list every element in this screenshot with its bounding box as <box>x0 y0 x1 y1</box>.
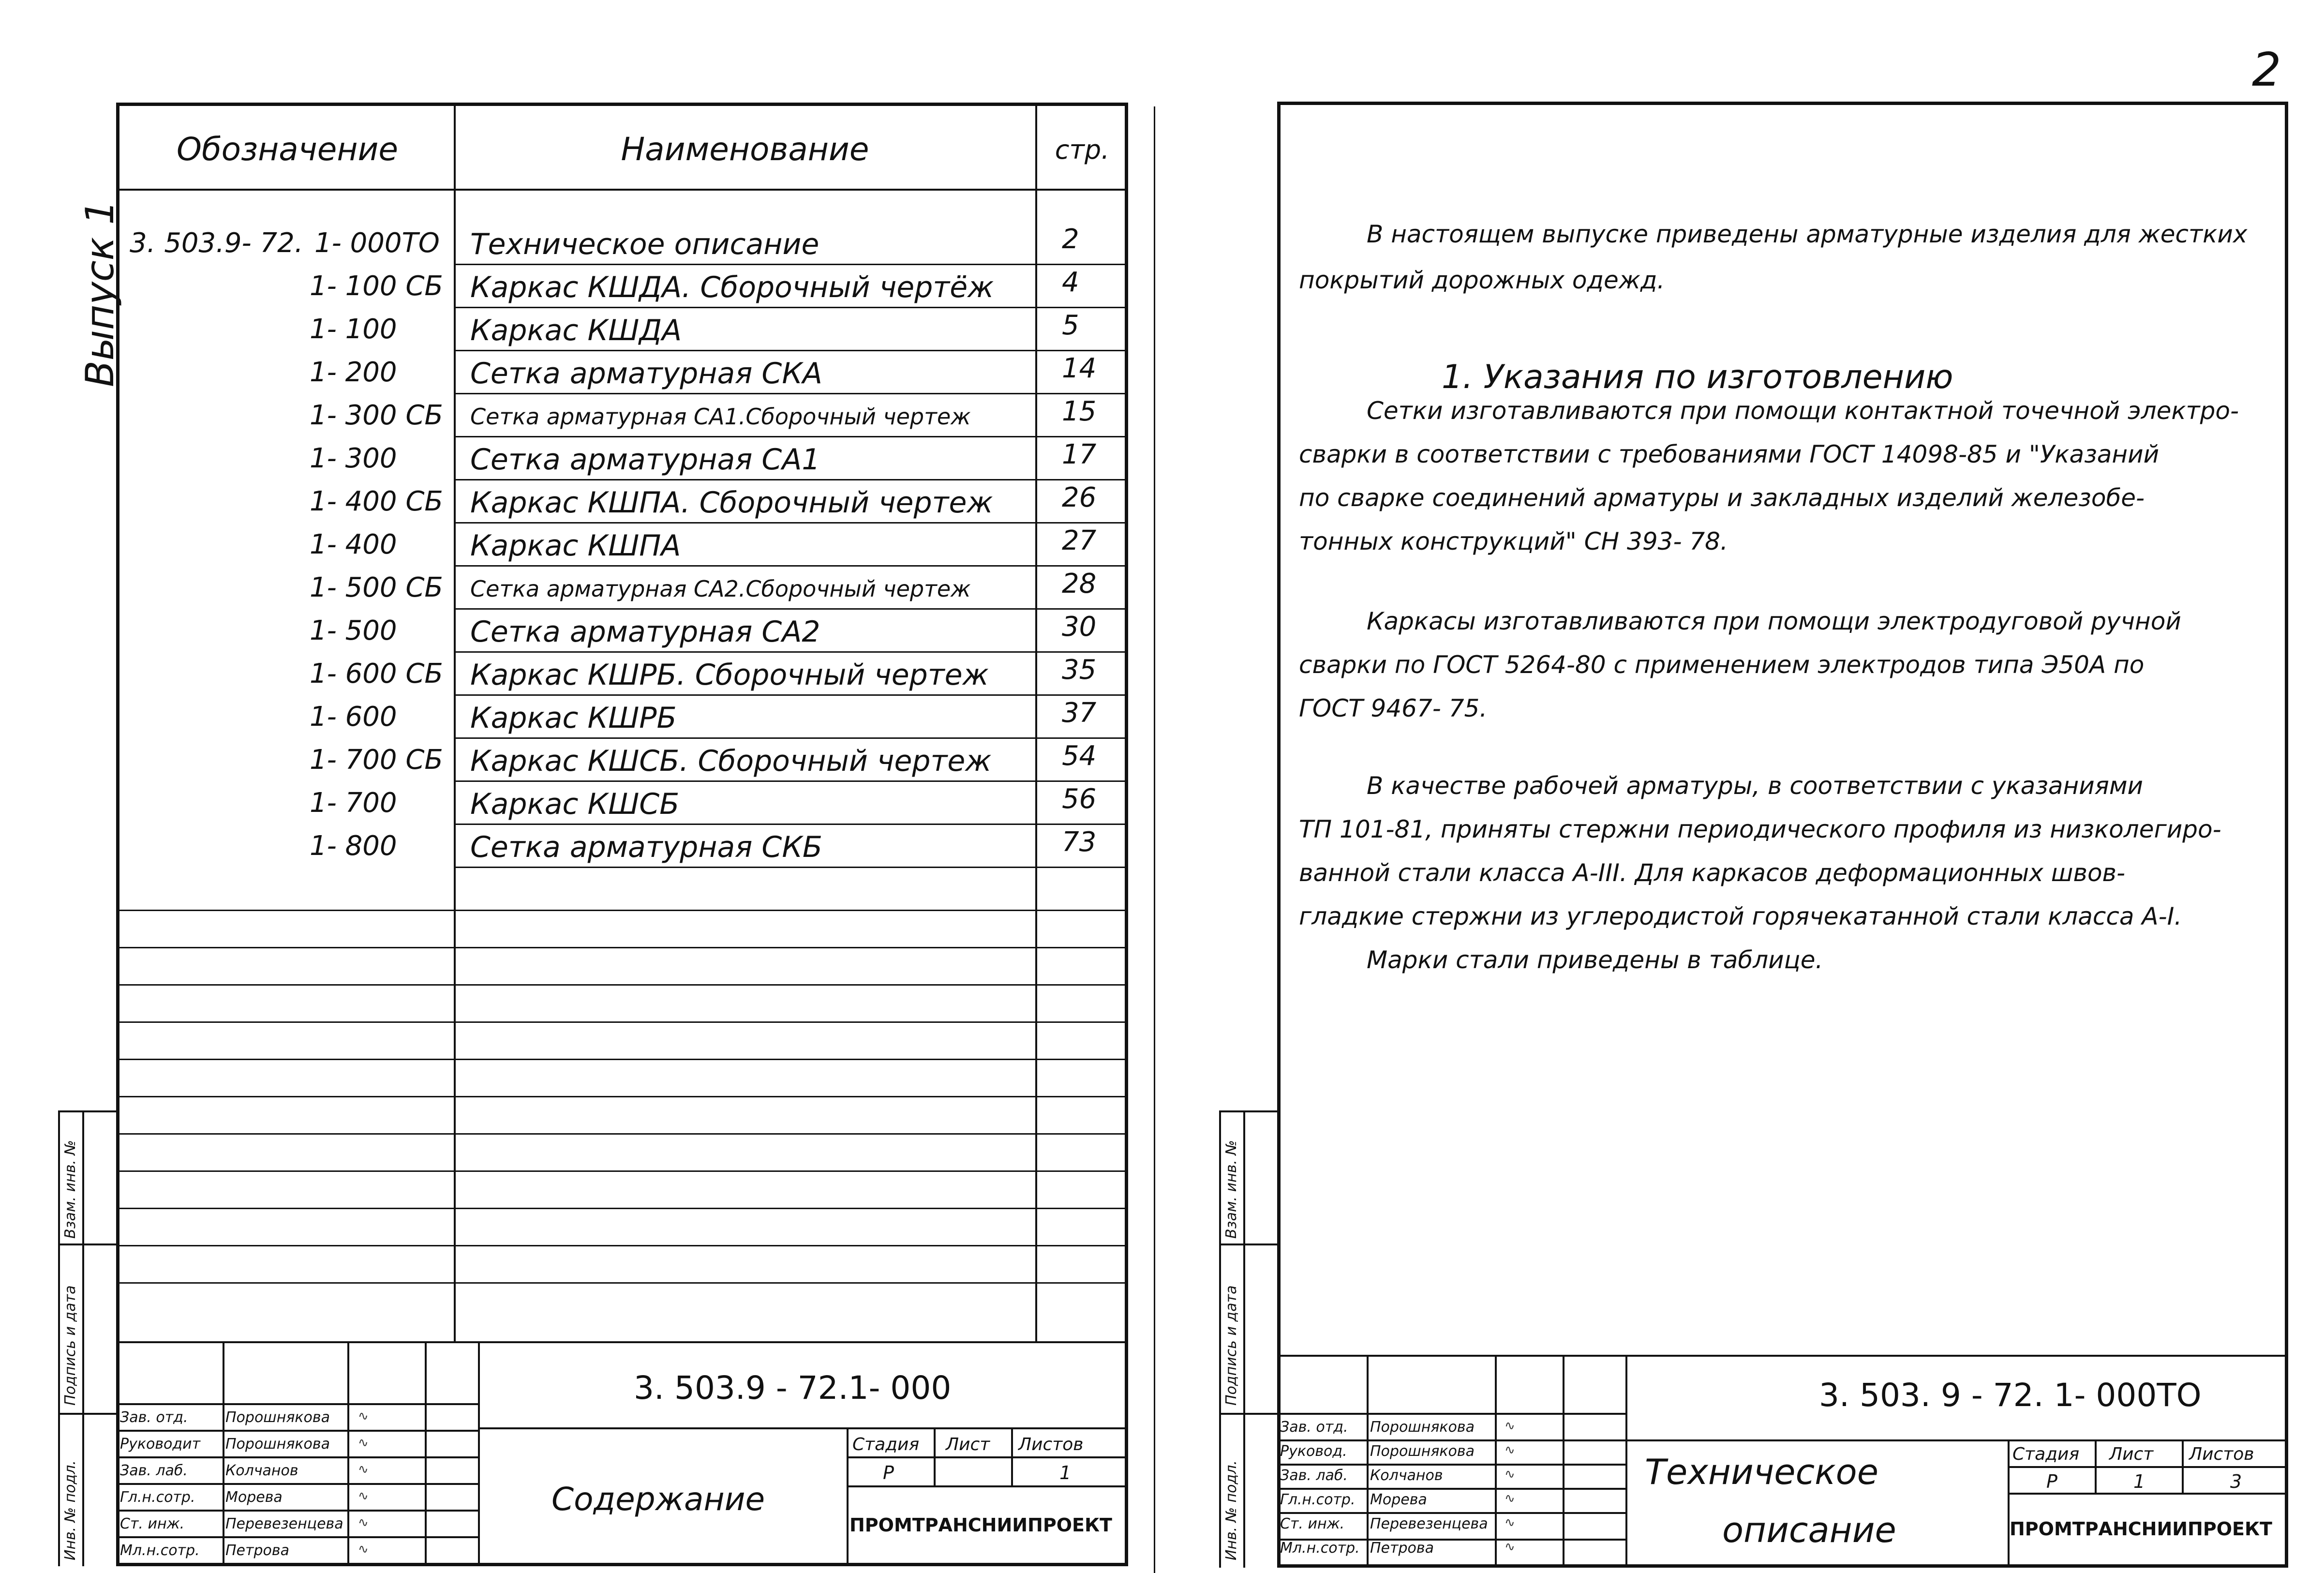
row-page: 15 <box>1062 396 1097 427</box>
signature-mark: ∿ <box>358 1436 369 1450</box>
role-name: Морева <box>1370 1491 1427 1508</box>
empty-row-line <box>116 1282 1128 1284</box>
signature-mark: ∿ <box>358 1489 369 1503</box>
tb-line <box>2008 1493 2288 1495</box>
row-page: 28 <box>1062 568 1097 599</box>
row-underline <box>454 350 1128 351</box>
tb-line <box>116 1430 478 1432</box>
doc-title: Содержание <box>551 1481 765 1518</box>
tb-line <box>1277 1512 1625 1514</box>
row-name: Каркас КШСБ <box>470 787 680 821</box>
tb-line <box>2008 1466 2288 1468</box>
empty-row-line <box>116 1059 1128 1060</box>
sheets-label: Листов <box>2189 1444 2254 1464</box>
stamp-signature-date: Подпись и дата <box>62 1285 79 1406</box>
stamp-signature-date: Подпись и дата <box>1223 1285 1240 1406</box>
role-name: Морева <box>225 1489 283 1506</box>
empty-row-line <box>116 910 1128 911</box>
paragraph-line: сварки в соответствии с требованиями ГОСТ 14098-85 и "Указаний <box>1299 440 2160 468</box>
role-label: Руковод. <box>1280 1443 1347 1460</box>
stamp-inv-podl: Инв. № подл. <box>1223 1460 1240 1560</box>
role-name: Порошнякова <box>1370 1443 1475 1460</box>
signature-mark: ∿ <box>358 1542 369 1557</box>
tb-line <box>425 1341 427 1566</box>
row-code: 1- 700 <box>310 787 397 819</box>
empty-row-line <box>116 1170 1128 1172</box>
row-code: 1- 500 СБ <box>310 572 443 603</box>
role-label: Зав. отд. <box>1280 1419 1348 1436</box>
row-page: 4 <box>1062 267 1079 298</box>
tb-line <box>116 1536 478 1538</box>
row-page: 17 <box>1062 439 1097 470</box>
tb-line <box>847 1485 1128 1487</box>
row-underline <box>454 780 1128 782</box>
stamp-border <box>1243 1110 1245 1568</box>
tb-line <box>116 1456 478 1458</box>
row-page: 2 <box>1062 224 1079 255</box>
issue-label: Выпуск 1 <box>77 200 122 387</box>
signature-mark: ∿ <box>358 1462 369 1477</box>
role-label: Мл.н.сотр. <box>120 1542 200 1559</box>
row-code: 1- 100 <box>310 314 397 345</box>
sheets-value: 3 <box>2230 1471 2242 1492</box>
signature-mark: ∿ <box>358 1515 369 1530</box>
tb-line <box>478 1427 1128 1429</box>
row-page: 26 <box>1062 482 1097 513</box>
tb-line <box>2008 1439 2010 1568</box>
row-code: 1- 600 СБ <box>310 658 443 689</box>
empty-row-line <box>116 1208 1128 1209</box>
role-label: Гл.н.сотр. <box>120 1489 195 1506</box>
tb-line <box>223 1341 224 1566</box>
empty-row-line <box>116 984 1128 986</box>
role-name: Колчанов <box>225 1462 298 1479</box>
empty-row-line <box>116 1021 1128 1023</box>
role-label: Руководит <box>120 1436 201 1453</box>
stamp-border <box>58 1413 116 1415</box>
paragraph-line: сварки по ГОСТ 5264-80 с применением электродов типа Э50А по <box>1299 651 2145 679</box>
row-page: 27 <box>1062 525 1097 556</box>
paragraph-line: по сварке соединений арматуры и закладных изделий железобе- <box>1299 484 2145 512</box>
role-label: Гл.н.сотр. <box>1280 1491 1356 1508</box>
row-name: Каркас КШПА. Сборочный чертеж <box>470 486 993 520</box>
intro-line-1: В настоящем выпуске приведены арматурные изделия для жестких <box>1367 220 2248 248</box>
tb-line <box>847 1427 849 1566</box>
empty-row-line <box>116 1245 1128 1246</box>
row-underline <box>454 522 1128 524</box>
row-page: 35 <box>1062 654 1097 686</box>
row-underline <box>454 393 1128 394</box>
row-name: Каркас КШПА <box>470 529 681 563</box>
row-underline <box>454 264 1128 265</box>
signature-mark: ∿ <box>1505 1467 1515 1482</box>
row-underline <box>454 479 1128 480</box>
row-code: 1- 600 <box>310 701 397 733</box>
paragraph-line: ТП 101-81, приняты стержни периодического профиля из низколегиро- <box>1299 815 2221 843</box>
stamp-border <box>58 1110 116 1112</box>
signature-mark: ∿ <box>1505 1515 1515 1530</box>
row-code: 1- 800 <box>310 830 397 862</box>
role-name: Порошнякова <box>225 1409 330 1426</box>
row-code: 1- 400 <box>310 529 397 560</box>
tb-line <box>1277 1413 1625 1415</box>
row-code: 1- 100 СБ <box>310 270 443 302</box>
stamp-vzam-inv: Взам. инв. № <box>1223 1140 1240 1239</box>
stage-label: Стадия <box>2012 1444 2080 1464</box>
row-name: Сетка арматурная СКА <box>470 357 822 390</box>
row-name: Каркас КШРБ <box>470 701 677 735</box>
row-page: 30 <box>1062 611 1097 643</box>
paragraph-line: ванной стали класса А-III. Для каркасов деформационных швов- <box>1299 859 2126 887</box>
stage-label: Стадия <box>852 1435 920 1454</box>
row-underline <box>454 867 1128 868</box>
role-name: Перевезенцева <box>225 1515 343 1532</box>
tb-line <box>1277 1355 2288 1357</box>
row-page: 5 <box>1062 310 1079 341</box>
sheet-label: Лист <box>946 1435 990 1454</box>
stage-value: Р <box>2046 1471 2057 1492</box>
role-label: Ст. инж. <box>1280 1515 1345 1532</box>
tb-line <box>1277 1488 1625 1490</box>
stamp-border <box>1219 1243 1277 1245</box>
row-name: Сетка арматурная СА2 <box>470 615 820 649</box>
role-label: Ст. инж. <box>120 1515 185 1532</box>
sheets-value: 1 <box>1059 1462 1072 1483</box>
stamp-border <box>82 1110 84 1566</box>
header-designation: Обозначение <box>177 131 398 168</box>
paragraph-line: Каркасы изготавливаются при помощи электродуговой ручной <box>1367 607 2181 635</box>
row-code: 1- 300 СБ <box>310 400 443 431</box>
tb-line <box>1277 1464 1625 1466</box>
role-label: Зав. отд. <box>120 1409 188 1426</box>
doc-title-line-1: Техническое <box>1645 1452 1879 1492</box>
row-code: 1- 500 <box>310 615 397 646</box>
paragraph-line: ГОСТ 9467- 75. <box>1299 694 1488 722</box>
sheet-value: 1 <box>2133 1471 2145 1492</box>
stamp-border <box>1219 1110 1277 1112</box>
row-name: Каркас КШДА. Сборочный чертёж <box>470 270 994 304</box>
signature-mark: ∿ <box>1505 1540 1515 1554</box>
stamp-border <box>1219 1413 1277 1415</box>
row-name: Сетка арматурная СА1.Сборочный чертеж <box>470 404 971 430</box>
row-name: Каркас КШСБ. Сборочный чертеж <box>470 744 992 778</box>
row-underline <box>454 694 1128 696</box>
header-divider <box>116 189 1128 191</box>
stamp-border <box>58 1243 116 1245</box>
paragraph-line: тонных конструкций" СН 393- 78. <box>1299 527 1728 555</box>
stamp-inv-podl: Инв. № подл. <box>62 1460 79 1560</box>
row-page: 54 <box>1062 740 1097 772</box>
row-name: Техническое описание <box>470 227 819 261</box>
row-name: Сетка арматурная СА1 <box>470 443 820 477</box>
intro-line-2: покрытий дорожных одежд. <box>1299 266 1665 294</box>
org-name: ПРОМТРАНСНИИПРОЕКТ <box>849 1514 1112 1536</box>
row-name: Сетка арматурная СА2.Сборочный чертеж <box>470 576 971 602</box>
stamp-border <box>1219 1110 1221 1568</box>
role-label: Зав. лаб. <box>1280 1467 1348 1484</box>
row-page: 14 <box>1062 353 1097 384</box>
role-label: Зав. лаб. <box>120 1462 188 1479</box>
role-name: Петрова <box>225 1542 289 1559</box>
role-name: Перевезенцева <box>1370 1515 1488 1532</box>
tb-line <box>116 1483 478 1485</box>
tb-line <box>1563 1355 1564 1568</box>
tb-line <box>1625 1439 2288 1441</box>
tb-line <box>1277 1439 1625 1441</box>
role-label: Мл.н.сотр. <box>1280 1540 1360 1557</box>
empty-row-line <box>116 947 1128 948</box>
empty-row-line <box>116 1133 1128 1135</box>
paragraph-line: Сетки изготавливаются при помощи контактной точечной электро- <box>1367 397 2239 425</box>
empty-row-line <box>116 1096 1128 1097</box>
row-underline <box>454 565 1128 567</box>
row-underline <box>454 824 1128 825</box>
row-name: Каркас КШДА <box>470 314 682 347</box>
signature-mark: ∿ <box>358 1409 369 1423</box>
stamp-border <box>58 1110 60 1566</box>
tb-line <box>1495 1355 1497 1568</box>
row-code: 1- 700 СБ <box>310 744 443 776</box>
sheet-separator <box>1154 106 1155 1573</box>
role-name: Колчанов <box>1370 1467 1443 1484</box>
header-name: Наименование <box>621 131 869 168</box>
row-code: 1- 200 <box>310 357 397 388</box>
role-name: Петрова <box>1370 1540 1434 1557</box>
row-underline <box>454 608 1128 610</box>
row-code: 1- 300 <box>310 443 397 474</box>
doc-title-line-2: описание <box>1722 1510 1896 1550</box>
role-name: Порошнякова <box>1370 1419 1475 1436</box>
paragraph-line: Марки стали приведены в таблице. <box>1367 946 1823 974</box>
stamp-vzam-inv: Взам. инв. № <box>62 1140 79 1239</box>
tb-line <box>116 1403 478 1405</box>
sheets-label: Листов <box>1018 1435 1084 1454</box>
row-code: 1- 400 СБ <box>310 486 443 517</box>
col-divider <box>1035 103 1037 1341</box>
paragraph-line: гладкие стержни из углеродистой горячекатанной стали класса А-I. <box>1299 902 2182 930</box>
row-page: 73 <box>1062 826 1097 858</box>
row-page: 37 <box>1062 697 1097 729</box>
section-title: 1. Указания по изготовлению <box>1442 358 1953 396</box>
tb-line <box>847 1456 1128 1458</box>
signature-mark: ∿ <box>1505 1491 1515 1506</box>
sheet-label: Лист <box>2109 1444 2154 1464</box>
tb-line <box>1625 1355 1627 1568</box>
org-name: ПРОМТРАНСНИИПРОЕКТ <box>2010 1518 2272 1540</box>
stage-value: Р <box>883 1462 894 1483</box>
signature-mark: ∿ <box>1505 1443 1515 1457</box>
role-name: Порошнякова <box>225 1436 330 1453</box>
row-underline <box>454 651 1128 653</box>
row-code-prefix: 3. 503.9- 72. <box>130 227 303 259</box>
row-underline <box>454 307 1128 308</box>
tb-line <box>116 1510 478 1512</box>
row-underline <box>454 737 1128 739</box>
paragraph-line: В качестве рабочей арматуры, в соответствии с указаниями <box>1367 772 2144 800</box>
tb-line <box>1367 1355 1369 1568</box>
doc-code: 3. 503. 9 - 72. 1- 000ТО <box>1819 1377 2202 1414</box>
row-name: Каркас КШРБ. Сборочный чертеж <box>470 658 989 692</box>
row-code: 1- 000ТО <box>314 227 440 259</box>
tb-line <box>478 1341 480 1566</box>
doc-code: 3. 503.9 - 72.1- 000 <box>634 1369 952 1407</box>
page-number: 2 <box>2252 44 2281 97</box>
row-page: 56 <box>1062 783 1097 815</box>
row-underline <box>454 436 1128 437</box>
row-name: Сетка арматурная СКБ <box>470 830 823 864</box>
tb-line <box>347 1341 349 1566</box>
col-divider <box>454 103 456 1341</box>
header-page: стр. <box>1055 135 1110 165</box>
tb-line <box>116 1341 1128 1343</box>
signature-mark: ∿ <box>1505 1419 1515 1433</box>
